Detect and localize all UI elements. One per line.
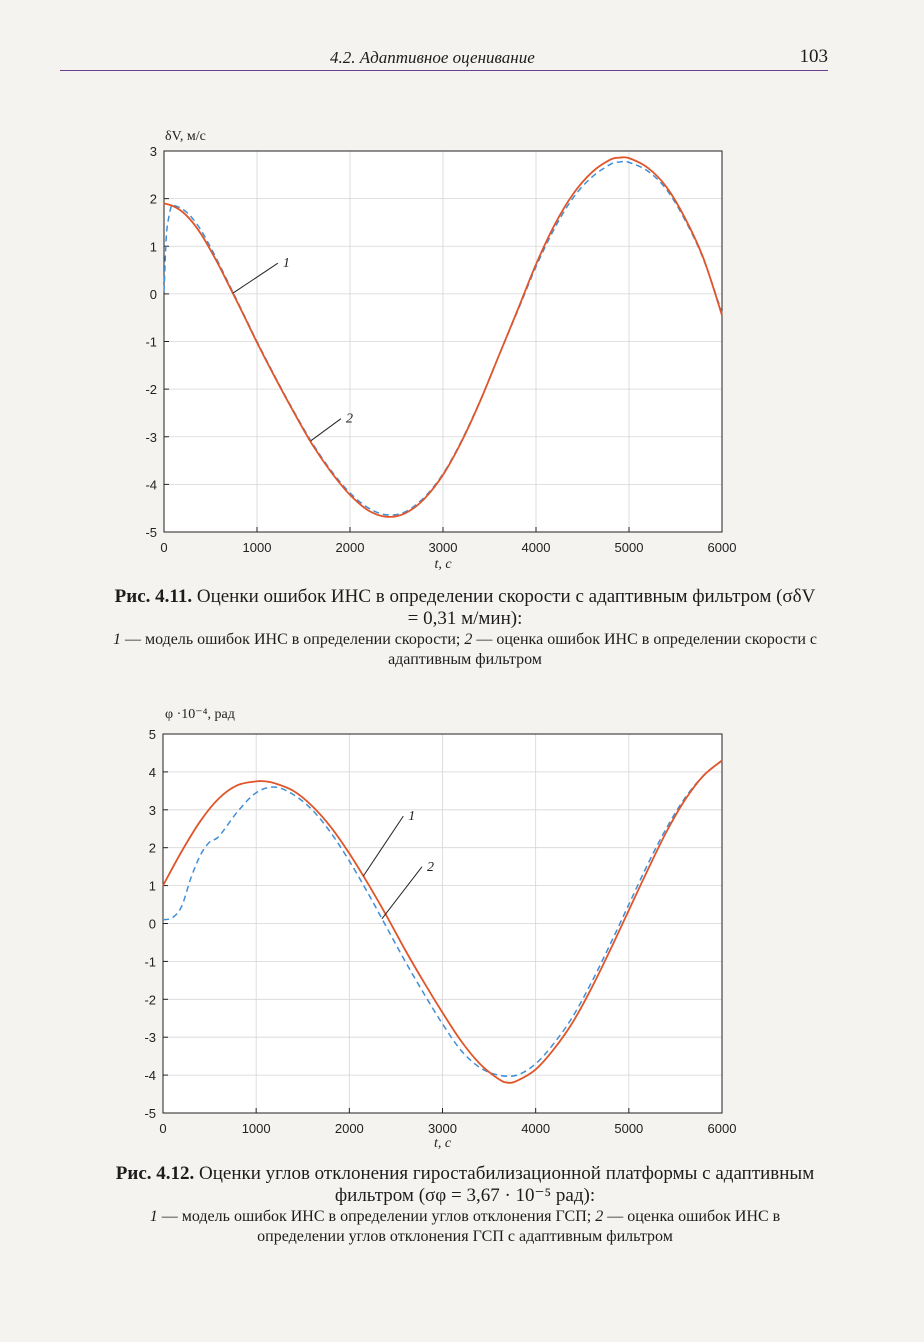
y-tick-label: -2	[145, 382, 157, 398]
x-tick-label: 2000	[335, 540, 365, 555]
caption-legend: 1 — модель ошибок ИНС в определении углов отклонения ГСП; 2 — оценка ошибок ИНС в определении углов отклонения ГСП с адаптивным фильтром	[149, 1208, 781, 1245]
y-tick-label: 1	[149, 239, 157, 255]
y-tick-label: -4	[145, 477, 157, 493]
x-tick-label: 4000	[521, 1121, 551, 1136]
caption-legend: 1 — модель ошибок ИНС в определении скорости; 2 — оценка ошибок ИНС в определении скорости с адаптивным фильтром	[112, 631, 818, 668]
velocity-error-chart	[0, 0, 924, 580]
y-tick-label: 0	[149, 286, 157, 302]
x-tick-label: 1000	[241, 1121, 271, 1136]
x-tick-label: 6000	[707, 1121, 737, 1136]
x-axis-label: t, с	[434, 557, 452, 572]
y-tick-label: 4	[148, 764, 156, 780]
y-tick-label: -3	[144, 1030, 156, 1046]
figure-sigma: (σδV = 0,31 м/мин):	[407, 586, 816, 629]
figure-number: Рис. 4.12.	[115, 1163, 195, 1184]
y-tick-label: 5	[148, 727, 156, 742]
y-tick-label: -4	[144, 1068, 156, 1084]
y-tick-label: 3	[149, 144, 157, 159]
y-tick-label: -2	[144, 992, 156, 1008]
x-tick-label: 6000	[707, 540, 737, 555]
x-axis-label: t, с	[433, 1136, 452, 1151]
x-tick-label: 1000	[242, 540, 272, 555]
y-tick-label: 2	[148, 840, 156, 856]
legend-key-1: 1	[112, 631, 121, 648]
platform-angle-chart	[0, 680, 924, 1160]
x-tick-label: 0	[159, 1121, 167, 1136]
annotation-label: 2	[426, 859, 434, 875]
y-tick-label: -3	[145, 429, 157, 445]
legend-text-1: модель ошибок ИНС в определении углов отклонения ГСП;	[181, 1208, 592, 1225]
annotation-label: 2	[345, 411, 353, 427]
x-tick-label: 5000	[614, 540, 644, 555]
x-tick-label: 3000	[428, 540, 458, 555]
section-title: 4.2. Адаптивное оценивание	[330, 48, 535, 67]
caption-title	[110, 1163, 820, 1207]
figure-number: Рис. 4.11.	[114, 586, 193, 607]
y-axis-label: δV, м/с	[165, 129, 206, 144]
x-tick-label: 2000	[334, 1121, 364, 1136]
y-tick-label: 3	[148, 802, 156, 818]
figure-sigma: (σφ = 3,67 · 10⁻⁵ рад):	[418, 1185, 596, 1206]
y-tick-label: 0	[148, 916, 156, 932]
figure-title: Оценки углов отклонения гиростабилизационной платформы с адаптивным фильтром	[199, 1163, 815, 1206]
y-tick-label: 2	[149, 191, 157, 207]
legend-text-2: оценка ошибок ИНС в определении углов отклонения ГСП с адаптивным фильтром	[257, 1208, 781, 1245]
x-tick-label: 0	[160, 540, 168, 555]
y-tick-label: -1	[144, 954, 156, 970]
caption-title	[110, 586, 820, 630]
y-tick-label: -5	[144, 1106, 156, 1121]
x-tick-label: 3000	[428, 1121, 457, 1136]
legend-text-1: модель ошибок ИНС в определении скорости;	[144, 631, 461, 648]
legend-text-2: оценка ошибок ИНС в определении скорости с адаптивным фильтром	[388, 631, 818, 668]
page-number: 103	[799, 46, 828, 67]
y-axis-label: φ ·10⁻⁴, рад	[165, 707, 235, 722]
legend-key-2: 2	[595, 1208, 604, 1225]
x-tick-label: 4000	[521, 540, 551, 555]
figure-caption-4-12	[110, 1163, 820, 1247]
legend-key-2: 2	[464, 631, 473, 648]
x-tick-label: 5000	[614, 1121, 644, 1136]
y-tick-label: -1	[145, 334, 157, 350]
figure-title: Оценки ошибок ИНС в определении скорости с адаптивным фильтром	[196, 586, 772, 607]
figure-caption-4-11	[110, 586, 820, 670]
y-tick-label: 1	[148, 878, 156, 894]
annotation-label: 1	[282, 256, 290, 272]
legend-key-1: 1	[149, 1208, 158, 1225]
annotation-label: 1	[408, 809, 416, 825]
y-tick-label: -5	[145, 525, 157, 540]
